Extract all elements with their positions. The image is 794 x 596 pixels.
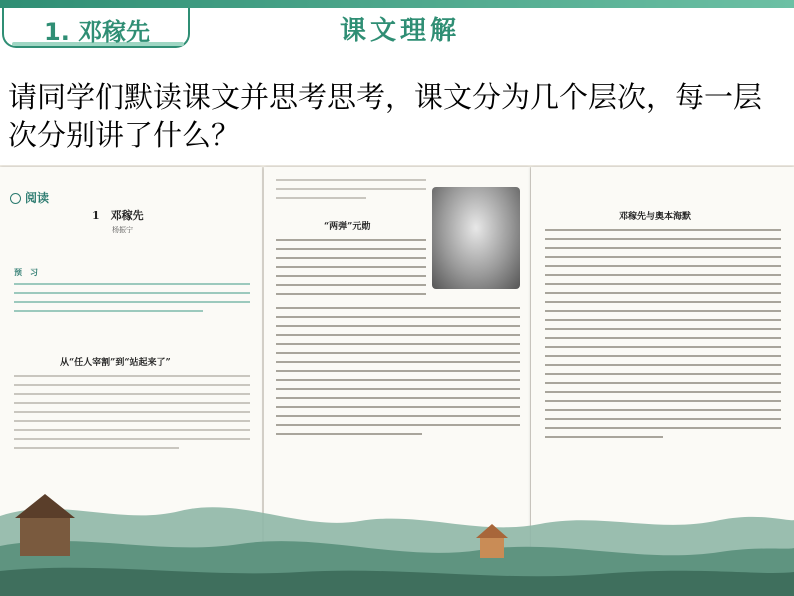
middle-intro-text: [276, 179, 426, 206]
question-text: 请同学们默读课文并思考思考，课文分为几个层次，每一层次分别讲了什么？: [8, 80, 763, 152]
left-subhead: 从“任人宰割”到“站起来了”: [60, 358, 171, 368]
preview-heading: 预 习: [14, 268, 38, 277]
lesson-title: 1. 邓稼先: [44, 18, 151, 46]
right-body-text: [545, 229, 781, 445]
middle-body-text-a: [276, 239, 426, 302]
left-body-text: [14, 375, 250, 456]
book-icon: [10, 193, 21, 204]
section-title: 课文理解: [340, 16, 461, 46]
author-name: 杨振宁: [112, 226, 133, 234]
middle-body-text-b: [276, 307, 520, 442]
read-label: 阅读: [10, 189, 49, 206]
chapter-title: 1 邓稼先: [92, 209, 144, 222]
right-page-title: 邓稼先与奥本海默: [619, 212, 692, 222]
textbook-image: [0, 165, 794, 596]
portrait-photo: [432, 187, 520, 289]
top-accent-bar: [0, 0, 794, 8]
preview-text-block: [14, 283, 250, 319]
landscape-illustration: [0, 476, 794, 596]
middle-subhead: “两弹”元勋: [324, 222, 371, 232]
